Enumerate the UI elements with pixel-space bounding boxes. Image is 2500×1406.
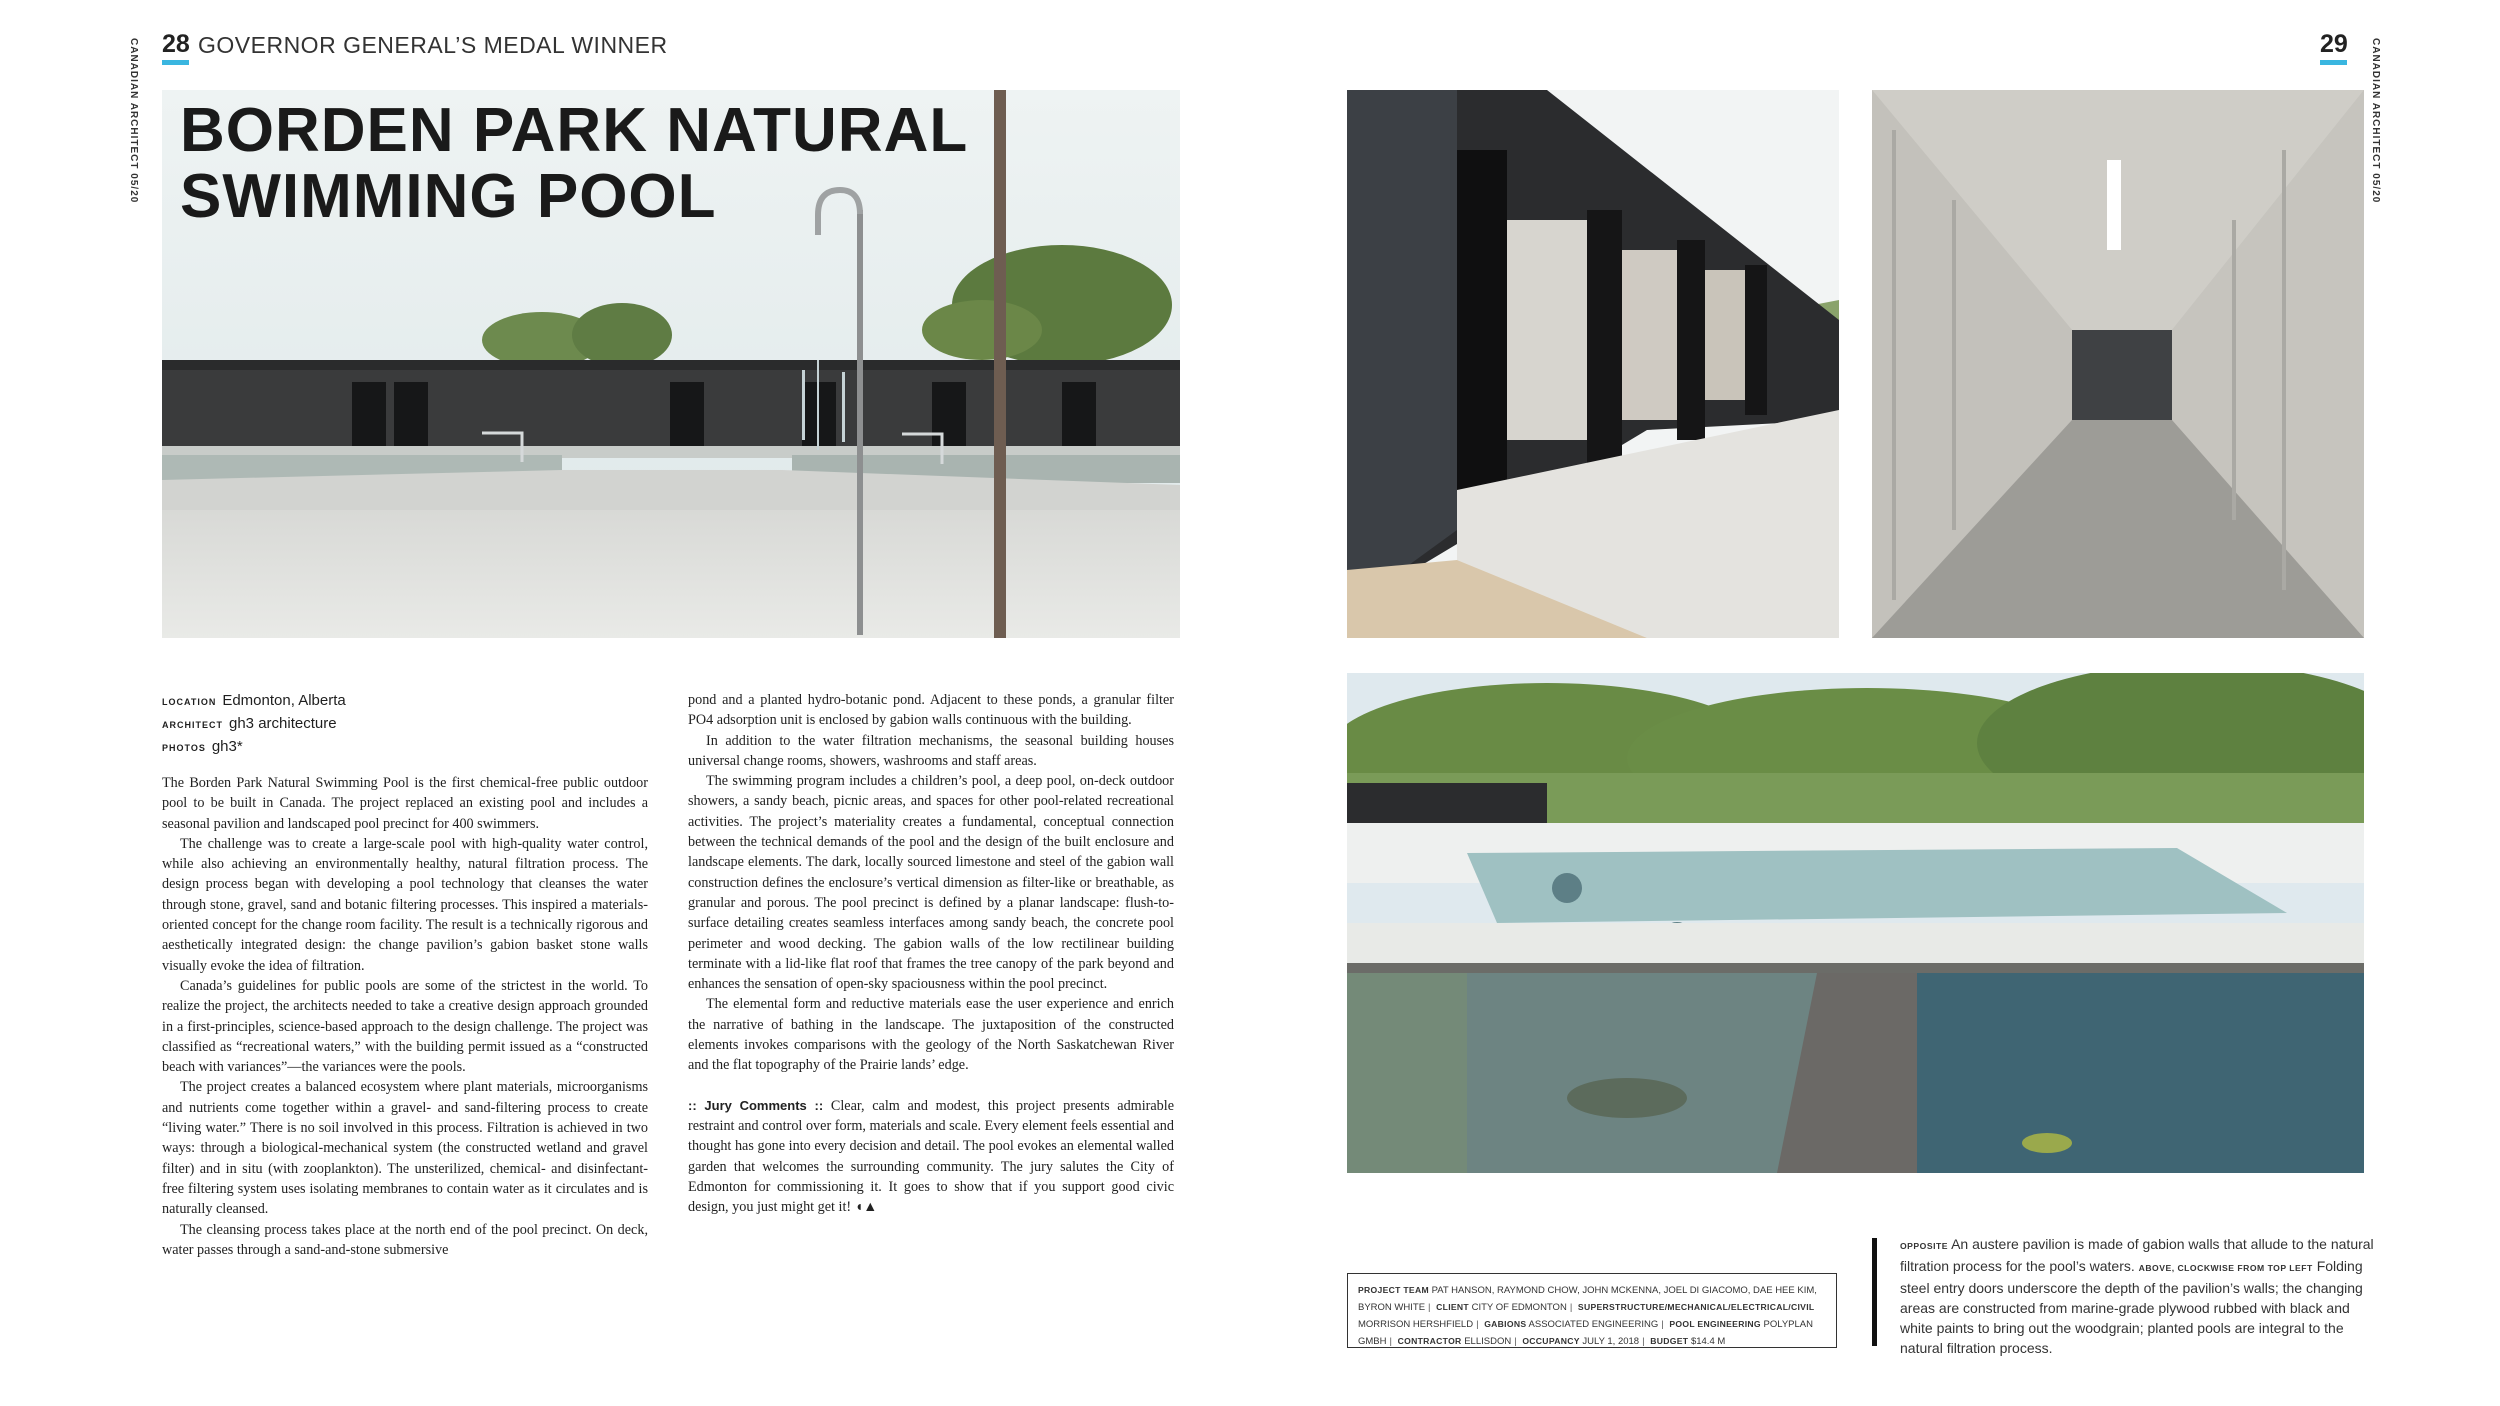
right-page-number: 29 bbox=[2320, 30, 2348, 58]
paragraph: The Borden Park Natural Swimming Pool is the first chemical-free public outdoor pool to be built in Canada. The project replaced an existing pool and includes a seasonal pavilion and landscaped pool precinct for 400 swimmers. bbox=[162, 775, 648, 832]
paragraph: The project creates a balanced ecosystem where plant materials, microorganisms and nutrients come together within a gravel- and sand-filtering process to create “living water.” There is no soil involved in this process. Filtration is achieved in two ways: through a biological-mechanical system (the constructed wetland and gravel filter) and in situ (with zooplankton). The unsterilized, chemical- and disinfectant-free filtering system uses isolating membranes to contain water as it circulates and is naturally cleansed. bbox=[162, 1079, 648, 1218]
project-team-box: PROJECT TEAM PAT HANSON, RAYMOND CHOW, JOHN MCKENNA, JOEL DI GIACOMO, DAE HEE KIM, BYRON WHITE | CLIENT CITY OF EDMONTON | SUPERSTRUCTURE/MECHANICAL/ELECTRICAL/CIVIL MORRISON HERSHFIELD | GABIONS ASSOCIATED ENGINEERING | POOL ENGINEERING POLYPLAN GMBH | CONTRACTOR ELLISDON | OCCUPANCY JULY 1, 2018 | BUDGET $14.4 M bbox=[1347, 1273, 1837, 1348]
jury-comments-label: :: Jury Comments :: bbox=[688, 1097, 824, 1113]
jury-comments bbox=[688, 1096, 1174, 1218]
photo-changing-corridor bbox=[1872, 90, 2364, 638]
section-title: GOVERNOR GENERAL’S MEDAL WINNER bbox=[198, 32, 668, 58]
caption-bar bbox=[1872, 1238, 1877, 1346]
left-page-accent bbox=[162, 60, 189, 65]
paragraph: In addition to the water filtration mechanisms, the seasonal building houses universal change rooms, showers, washrooms and staff areas. bbox=[688, 732, 1174, 769]
paragraph: The challenge was to create a large-scale pool with high-quality water control, while also achieving an environmentally healthy, natural filtration process. The design process began with developing a pool technology that cleanses the water through stone, gravel, sand and botanic filtering processes. This inspired a materials-oriented concept for the change room facility. The result is a technically rigorous and aesthetically integrated design: the change pavilion’s gabion basket stone walls visually evoke the idea of filtration. bbox=[162, 835, 648, 974]
photo-caption: OPPOSITE An austere pavilion is made of gabion walls that allude to the natural filtration process for the pool’s waters. ABOVE, CLOCKWISE FROM TOP LEFT Folding steel entry doors underscore the depth of the pavilion’s walls; the changing areas are constructed from marine-grade plywood rubbed with black and white paints to bring out the woodgrain; planted pools are integral to the natural filtration process. bbox=[1900, 1236, 2374, 1356]
credit-location: LOCATION Edmonton, Alberta bbox=[162, 692, 346, 709]
photo-entry-doors bbox=[1347, 90, 1839, 638]
left-page-number: 28 bbox=[162, 30, 190, 58]
right-spine-text: CANADIAN ARCHITECT 05/20 bbox=[2370, 38, 2381, 204]
jury-comments-text: Clear, calm and modest, this project presents admirable restraint and control over form, materials and scale. Every element feels essential and thought has gone into every decision and detail. The pool evokes an elemental walled garden that welcomes the surrounding community. The jury salutes the City of Edmonton for commissioning it. It goes to show that if you support good civic design, you just might get it! bbox=[688, 1097, 1175, 1216]
credits-block bbox=[162, 690, 682, 759]
credit-architect: ARCHITECT gh3 architecture bbox=[162, 715, 337, 732]
article-title: BORDEN PARK NATURAL SWIMMING POOL bbox=[180, 96, 969, 231]
paragraph: Canada’s guidelines for public pools are some of the strictest in the world. To realize the project, the architects needed to take a creative design approach grounded in a first-principles, science-based approach to the design challenge. The project was classified as “recreational waters,” with the building permit issued as a “constructed beach with variances”—the variances were the pools. bbox=[162, 977, 648, 1076]
right-page-accent bbox=[2320, 60, 2347, 65]
paragraph: The elemental form and reductive materials ease the user experience and enrich the narrative of bathing in the landscape. The juxtaposition of the constructed elements invokes comparisons with the geology of the North Saskatchewan River and the flat topography of the Prairie lands’ edge. bbox=[688, 996, 1174, 1074]
credit-photos: PHOTOS gh3* bbox=[162, 738, 243, 755]
article-column-1 bbox=[162, 773, 648, 1260]
paragraph: The cleansing process takes place at the north end of the pool precinct. On deck, water passes through a sand-and-stone submersive bbox=[162, 1221, 648, 1258]
photo-planted-pools bbox=[1347, 673, 2364, 1173]
left-spine-text: CANADIAN ARCHITECT 05/20 bbox=[128, 38, 139, 204]
article-column-2 bbox=[688, 690, 1174, 1217]
paragraph: The swimming program includes a children’s pool, a deep pool, on-deck outdoor showers, a sandy beach, picnic areas, and spaces for other pool-related recreational activities. The project’s materiality creates a fundamental, conceptual connection between the technical demands of the pool and the design of the built enclosure and landscape elements. The dark, locally sourced limestone and steel of the gabion wall construction defines the enclosure’s vertical dimension as filter-like or breathable, as granular and porous. The pool precinct is defined by a planar landscape: flush-to-surface detailing creates seamless interfaces among sandy beach, the concrete pool perimeter and wood decking. The gabion walls of the low rectilinear building terminate with a lid-like flat roof that frames the tree canopy of the park beyond and enhances the sensation of open-sky spaciousness within the pool precinct. bbox=[688, 773, 1174, 993]
end-mark: ◖▲ bbox=[854, 1199, 878, 1216]
paragraph: pond and a planted hydro-botanic pond. Adjacent to these ponds, a granular filter PO4 adsorption unit is enclosed by gabion walls continuous with the building. bbox=[688, 692, 1174, 729]
